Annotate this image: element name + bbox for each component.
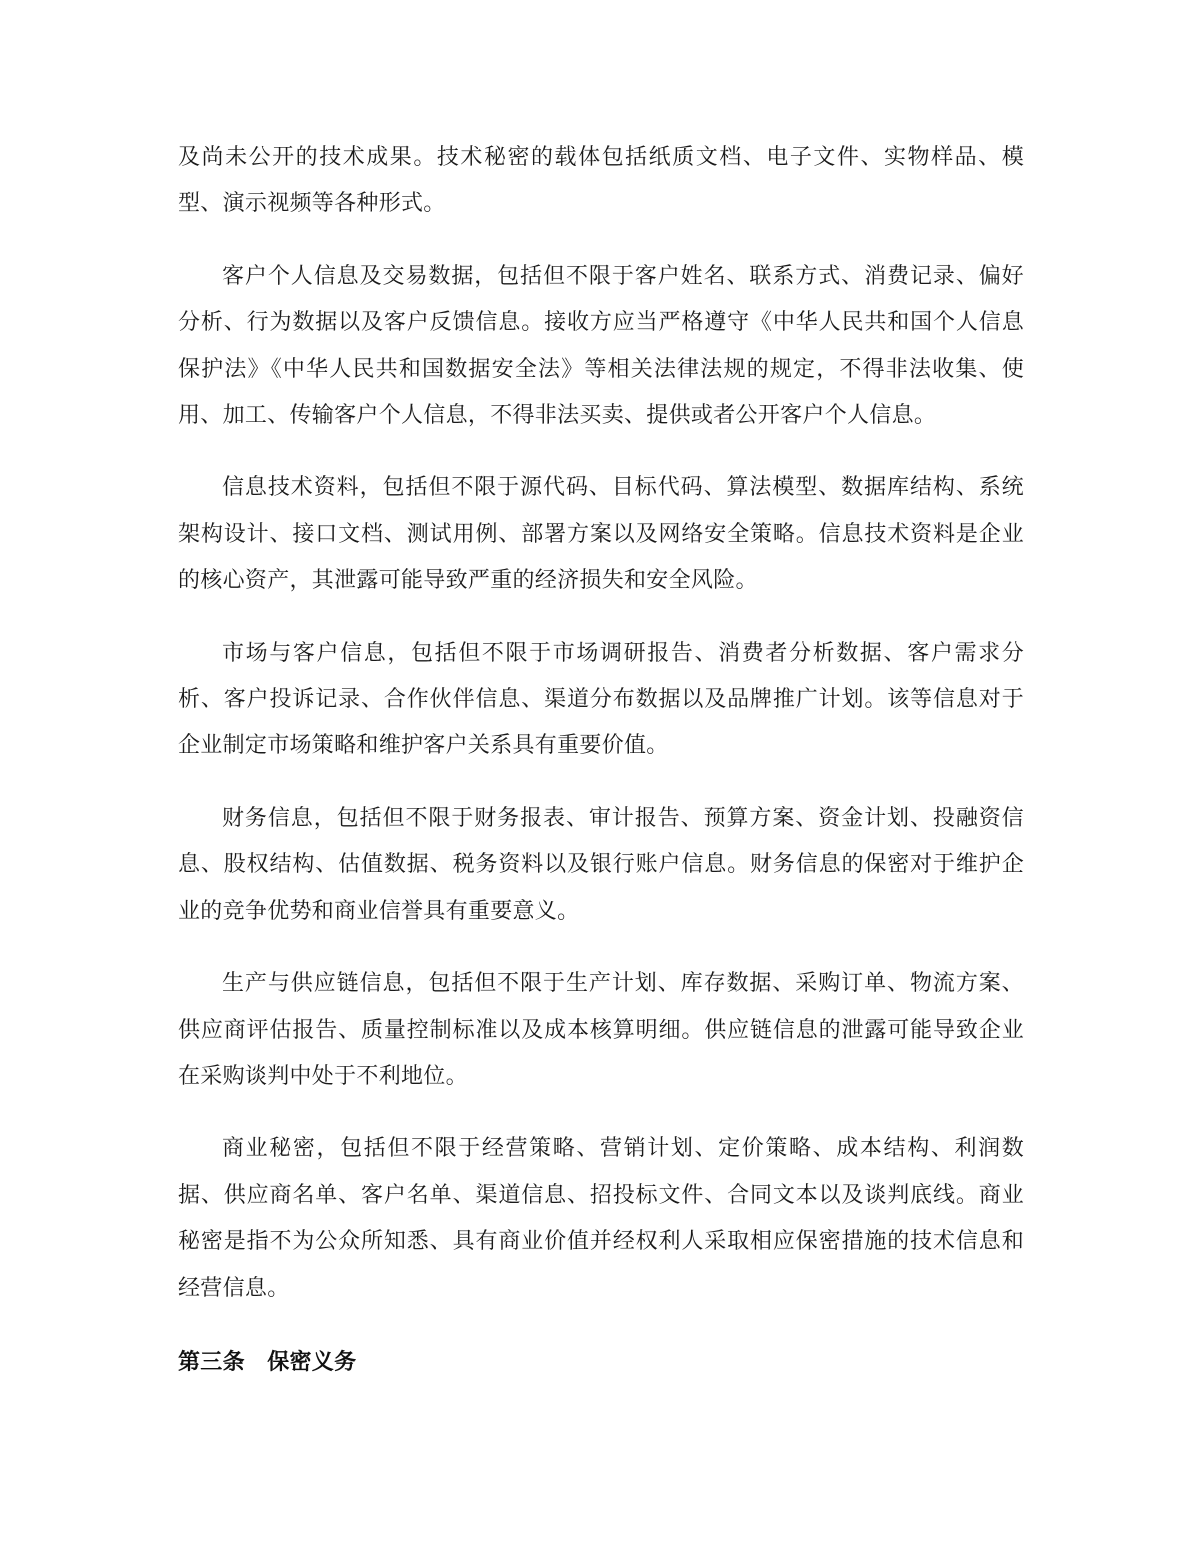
document-body — [178, 135, 1024, 1386]
paragraph-customer-personal-data: 客户个人信息及交易数据，包括但不限于客户姓名、联系方式、消费记录、偏好分析、行为数据以及客户反馈信息。接收方应当严格遵守《中华人民共和国个人信息保护法》《中华人民共和国数据安全法》等相关法律法规的规定，不得非法收集、使用、加工、传输客户个人信息，不得非法买卖、提供或者公开客户个人信息。 — [178, 263, 1024, 429]
paragraph-technical-secrets-continued: 及尚未公开的技术成果。技术秘密的载体包括纸质文档、电子文件、实物样品、模型、演示视频等各种形式。 — [178, 145, 1024, 217]
paragraph-business-secrets: 商业秘密，包括但不限于经营策略、营销计划、定价策略、成本结构、利润数据、供应商名单、客户名单、渠道信息、招投标文件、合同文本以及谈判底线。商业秘密是指不为公众所知悉、具有商业价值并经权利人采取相应保密措施的技术信息和经营信息。 — [178, 1136, 1024, 1301]
paragraph-market-customer-info: 市场与客户信息，包括但不限于市场调研报告、消费者分析数据、客户需求分析、客户投诉记录、合作伙伴信息、渠道分布数据以及品牌推广计划。该等信息对于企业制定市场策略和维护客户关系具有重要价值。 — [178, 640, 1024, 759]
paragraph-supply-chain-info: 生产与供应链信息，包括但不限于生产计划、库存数据、采购订单、物流方案、供应商评估报告、质量控制标准以及成本核算明细。供应链信息的泄露可能导致企业在采购谈判中处于不利地位。 — [178, 971, 1024, 1089]
paragraph-it-materials: 信息技术资料，包括但不限于源代码、目标代码、算法模型、数据库结构、系统架构设计、接口文档、测试用例、部署方案以及网络安全策略。信息技术资料是企业的核心资产，其泄露可能导致严重的经济损失和安全风险。 — [178, 475, 1024, 594]
paragraph-financial-info: 财务信息，包括但不限于财务报表、审计报告、预算方案、资金计划、投融资信息、股权结构、估值数据、税务资料以及银行账户信息。财务信息的保密对于维护企业的竞争优势和商业信誉具有重要意义。 — [178, 805, 1024, 924]
section-heading-confidentiality-obligations: 第三条 保密义务 — [178, 1349, 357, 1375]
